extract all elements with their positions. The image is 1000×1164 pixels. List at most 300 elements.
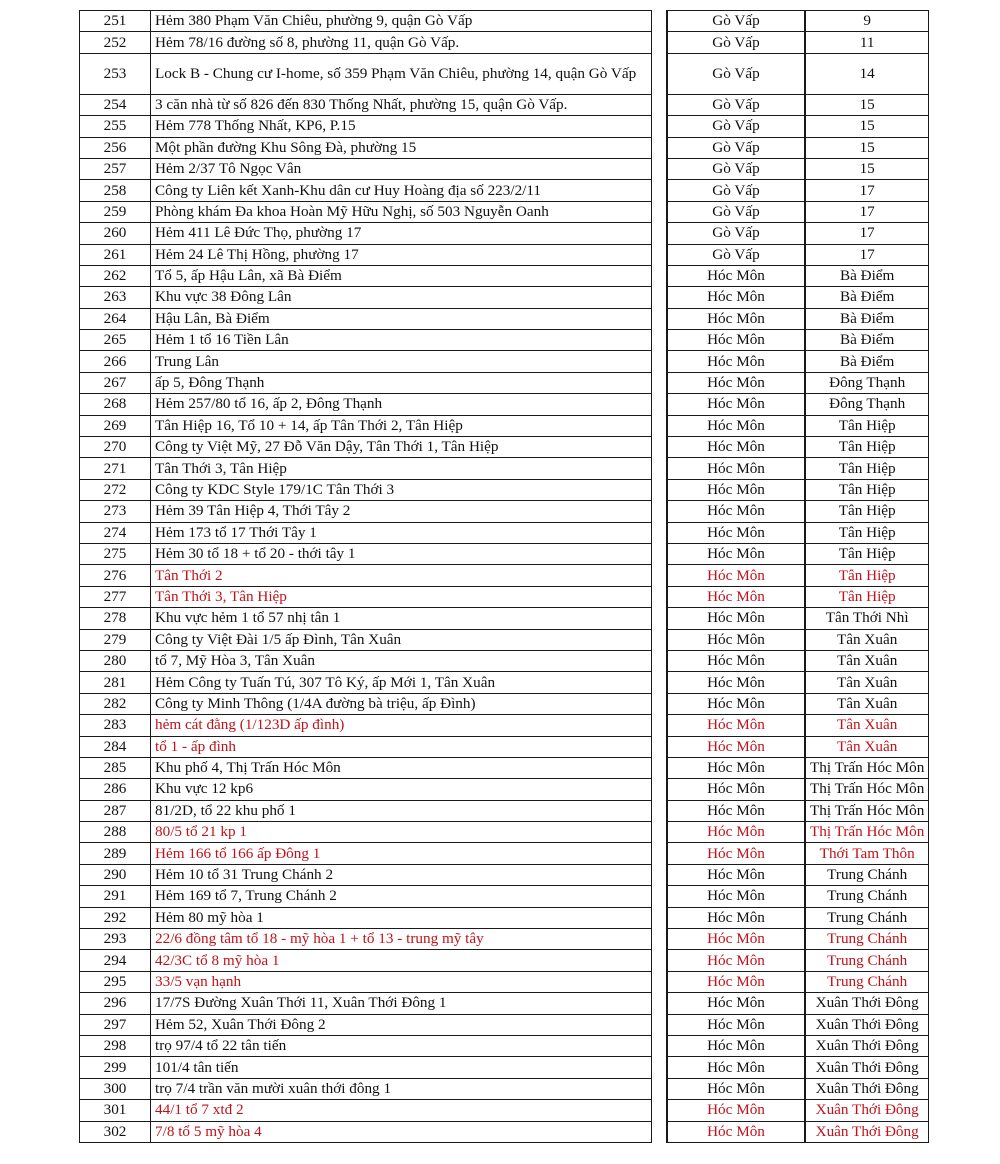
table-row <box>80 158 929 179</box>
table-row <box>80 800 929 821</box>
district-cell: Hóc Môn <box>667 715 805 736</box>
address-cell: Hẻm 52, Xuân Thới Đông 2 <box>151 1014 652 1035</box>
district-cell: Hóc Môn <box>667 800 805 821</box>
district-cell: Hóc Môn <box>667 287 805 308</box>
column-gap <box>652 394 668 415</box>
ward-cell: 17 <box>805 180 929 201</box>
table-row <box>80 1078 929 1099</box>
ward-cell: Trung Chánh <box>805 907 929 928</box>
ward-cell: Trung Chánh <box>805 929 929 950</box>
table-row <box>80 265 929 286</box>
address-cell: Hẻm 2/37 Tô Ngọc Vân <box>151 158 652 179</box>
district-cell: Gò Vấp <box>667 244 805 265</box>
ward-cell: Tân Xuân <box>805 715 929 736</box>
address-cell: hẻm cát đằng (1/123D ấp đình) <box>151 715 652 736</box>
district-cell: Hóc Môn <box>667 822 805 843</box>
document-page <box>79 10 929 1143</box>
column-gap <box>652 629 668 650</box>
column-gap <box>652 287 668 308</box>
ward-cell: Trung Chánh <box>805 886 929 907</box>
address-cell: Hẻm 173 tổ 17 Thới Tây 1 <box>151 522 652 543</box>
ward-cell: 15 <box>805 116 929 137</box>
row-number-cell: 260 <box>80 223 151 244</box>
district-cell: Hóc Môn <box>667 608 805 629</box>
row-number-cell: 261 <box>80 244 151 265</box>
table-row <box>80 201 929 222</box>
row-number-cell: 280 <box>80 650 151 671</box>
ward-cell: Tân Xuân <box>805 672 929 693</box>
address-cell: 44/1 tổ 7 xtđ 2 <box>151 1100 652 1121</box>
district-cell: Hóc Môn <box>667 993 805 1014</box>
column-gap <box>652 372 668 393</box>
ward-cell: Đông Thạnh <box>805 372 929 393</box>
district-cell: Gò Vấp <box>667 201 805 222</box>
address-cell: Hẻm 380 Phạm Văn Chiêu, phường 9, quận Gò Vấp <box>151 11 652 32</box>
district-cell: Hóc Môn <box>667 864 805 885</box>
district-cell: Hóc Môn <box>667 757 805 778</box>
address-cell: Hẻm 78/16 đường số 8, phường 11, quận Gò Vấp. <box>151 32 652 53</box>
ward-cell: Bà Điểm <box>805 265 929 286</box>
district-cell: Hóc Môn <box>667 586 805 607</box>
column-gap <box>652 1057 668 1078</box>
address-cell: Công ty Việt Đài 1/5 ấp Đình, Tân Xuân <box>151 629 652 650</box>
row-number-cell: 269 <box>80 415 151 436</box>
ward-cell: 15 <box>805 94 929 115</box>
row-number-cell: 289 <box>80 843 151 864</box>
table-row <box>80 971 929 992</box>
table-row <box>80 11 929 32</box>
column-gap <box>652 971 668 992</box>
row-number-cell: 302 <box>80 1121 151 1142</box>
ward-cell: Thới Tam Thôn <box>805 843 929 864</box>
address-cell: Khu vực hẻm 1 tổ 57 nhị tân 1 <box>151 608 652 629</box>
district-cell: Hóc Môn <box>667 394 805 415</box>
column-gap <box>652 608 668 629</box>
district-cell: Hóc Môn <box>667 1057 805 1078</box>
district-cell: Hóc Môn <box>667 479 805 500</box>
district-cell: Hóc Môn <box>667 693 805 714</box>
column-gap <box>652 950 668 971</box>
address-cell: Công ty Liên kết Xanh-Khu dân cư Huy Hoàng địa số 223/2/11 <box>151 180 652 201</box>
row-number-cell: 266 <box>80 351 151 372</box>
row-number-cell: 272 <box>80 479 151 500</box>
address-cell: Khu phố 4, Thị Trấn Hóc Môn <box>151 757 652 778</box>
district-cell: Hóc Môn <box>667 779 805 800</box>
address-cell: 42/3C tổ 8 mỹ hòa 1 <box>151 950 652 971</box>
address-table <box>79 10 929 1143</box>
address-cell: Hẻm 778 Thống Nhất, KP6, P.15 <box>151 116 652 137</box>
column-gap <box>652 244 668 265</box>
district-cell: Gò Vấp <box>667 137 805 158</box>
table-row <box>80 415 929 436</box>
table-row <box>80 308 929 329</box>
table-row <box>80 116 929 137</box>
row-number-cell: 273 <box>80 501 151 522</box>
address-cell: Hẻm 257/80 tổ 16, ấp 2, Đông Thạnh <box>151 394 652 415</box>
table-row <box>80 629 929 650</box>
table-row <box>80 1100 929 1121</box>
ward-cell: 17 <box>805 201 929 222</box>
row-number-cell: 264 <box>80 308 151 329</box>
table-row <box>80 907 929 928</box>
district-cell: Hóc Môn <box>667 1121 805 1142</box>
district-cell: Gò Vấp <box>667 180 805 201</box>
table-row <box>80 586 929 607</box>
address-cell: Trung Lân <box>151 351 652 372</box>
district-cell: Hóc Môn <box>667 565 805 586</box>
column-gap <box>652 116 668 137</box>
ward-cell: Xuân Thới Đông <box>805 993 929 1014</box>
address-cell: Hẻm 411 Lê Đức Thọ, phường 17 <box>151 223 652 244</box>
ward-cell: Trung Chánh <box>805 950 929 971</box>
row-number-cell: 256 <box>80 137 151 158</box>
column-gap <box>652 886 668 907</box>
column-gap <box>652 736 668 757</box>
ward-cell: Xuân Thới Đông <box>805 1057 929 1078</box>
row-number-cell: 293 <box>80 929 151 950</box>
address-cell: Hậu Lân, Bà Điểm <box>151 308 652 329</box>
address-cell: tổ 1 - ấp đình <box>151 736 652 757</box>
row-number-cell: 267 <box>80 372 151 393</box>
column-gap <box>652 864 668 885</box>
ward-cell: 14 <box>805 53 929 94</box>
row-number-cell: 295 <box>80 971 151 992</box>
column-gap <box>652 522 668 543</box>
district-cell: Hóc Môn <box>667 308 805 329</box>
column-gap <box>652 993 668 1014</box>
column-gap <box>652 565 668 586</box>
address-cell: Hẻm 24 Lê Thị Hồng, phường 17 <box>151 244 652 265</box>
ward-cell: Thị Trấn Hóc Môn <box>805 800 929 821</box>
row-number-cell: 297 <box>80 1014 151 1035</box>
table-row <box>80 437 929 458</box>
district-cell: Gò Vấp <box>667 11 805 32</box>
address-cell: 22/6 đồng tâm tổ 18 - mỹ hòa 1 + tổ 13 - trung mỹ tây <box>151 929 652 950</box>
table-row <box>80 672 929 693</box>
row-number-cell: 282 <box>80 693 151 714</box>
column-gap <box>652 437 668 458</box>
row-number-cell: 278 <box>80 608 151 629</box>
address-cell: Tổ 5, ấp Hậu Lân, xã Bà Điểm <box>151 265 652 286</box>
column-gap <box>652 907 668 928</box>
column-gap <box>652 201 668 222</box>
column-gap <box>652 415 668 436</box>
column-gap <box>652 757 668 778</box>
column-gap <box>652 501 668 522</box>
column-gap <box>652 53 668 94</box>
district-cell: Gò Vấp <box>667 94 805 115</box>
address-cell: Hẻm 166 tổ 166 ấp Đông 1 <box>151 843 652 864</box>
ward-cell: Bà Điểm <box>805 351 929 372</box>
table-row <box>80 53 929 94</box>
column-gap <box>652 843 668 864</box>
ward-cell: Tân Hiệp <box>805 522 929 543</box>
column-gap <box>652 1014 668 1035</box>
row-number-cell: 255 <box>80 116 151 137</box>
address-cell: Hẻm Công ty Tuấn Tú, 307 Tô Ký, ấp Mới 1, Tân Xuân <box>151 672 652 693</box>
ward-cell: Tân Hiệp <box>805 437 929 458</box>
ward-cell: Tân Hiệp <box>805 479 929 500</box>
address-cell: Lock B - Chung cư I-home, số 359 Phạm Văn Chiêu, phường 14, quận Gò Vấp <box>151 53 652 94</box>
district-cell: Hóc Môn <box>667 501 805 522</box>
row-number-cell: 292 <box>80 907 151 928</box>
table-row <box>80 736 929 757</box>
row-number-cell: 299 <box>80 1057 151 1078</box>
district-cell: Hóc Môn <box>667 672 805 693</box>
district-cell: Hóc Môn <box>667 929 805 950</box>
table-row <box>80 950 929 971</box>
district-cell: Hóc Môn <box>667 522 805 543</box>
row-number-cell: 275 <box>80 543 151 564</box>
address-cell: 81/2D, tổ 22 khu phố 1 <box>151 800 652 821</box>
address-cell: trọ 97/4 tổ 22 tân tiến <box>151 1035 652 1056</box>
row-number-cell: 281 <box>80 672 151 693</box>
district-cell: Hóc Môn <box>667 886 805 907</box>
ward-cell: Xuân Thới Đông <box>805 1100 929 1121</box>
column-gap <box>652 180 668 201</box>
row-number-cell: 291 <box>80 886 151 907</box>
district-cell: Hóc Môn <box>667 543 805 564</box>
district-cell: Gò Vấp <box>667 53 805 94</box>
district-cell: Hóc Môn <box>667 458 805 479</box>
column-gap <box>652 94 668 115</box>
column-gap <box>652 308 668 329</box>
column-gap <box>652 650 668 671</box>
table-row <box>80 565 929 586</box>
district-cell: Hóc Môn <box>667 1078 805 1099</box>
district-cell: Hóc Môn <box>667 351 805 372</box>
ward-cell: Tân Xuân <box>805 629 929 650</box>
district-cell: Gò Vấp <box>667 158 805 179</box>
district-cell: Hóc Môn <box>667 1035 805 1056</box>
ward-cell: Tân Hiệp <box>805 501 929 522</box>
row-number-cell: 287 <box>80 800 151 821</box>
address-cell: Hẻm 10 tổ 31 Trung Chánh 2 <box>151 864 652 885</box>
row-number-cell: 265 <box>80 330 151 351</box>
ward-cell: Xuân Thới Đông <box>805 1078 929 1099</box>
table-row <box>80 1035 929 1056</box>
table-row <box>80 223 929 244</box>
table-row <box>80 351 929 372</box>
table-row <box>80 543 929 564</box>
row-number-cell: 254 <box>80 94 151 115</box>
address-cell: tổ 7, Mỹ Hòa 3, Tân Xuân <box>151 650 652 671</box>
address-table-body <box>80 11 929 1143</box>
address-cell: 33/5 vạn hạnh <box>151 971 652 992</box>
row-number-cell: 298 <box>80 1035 151 1056</box>
address-cell: Hẻm 169 tổ 7, Trung Chánh 2 <box>151 886 652 907</box>
row-number-cell: 279 <box>80 629 151 650</box>
ward-cell: Tân Hiệp <box>805 458 929 479</box>
district-cell: Hóc Môn <box>667 736 805 757</box>
table-row <box>80 608 929 629</box>
table-row <box>80 522 929 543</box>
row-number-cell: 296 <box>80 993 151 1014</box>
address-cell: Công ty Minh Thông (1/4A đường bà triệu, ấp Đình) <box>151 693 652 714</box>
column-gap <box>652 137 668 158</box>
district-cell: Hóc Môn <box>667 629 805 650</box>
address-cell: Tân Hiệp 16, Tổ 10 + 14, ấp Tân Thới 2, Tân Hiệp <box>151 415 652 436</box>
ward-cell: Trung Chánh <box>805 864 929 885</box>
district-cell: Hóc Môn <box>667 330 805 351</box>
table-row <box>80 458 929 479</box>
table-row <box>80 864 929 885</box>
row-number-cell: 253 <box>80 53 151 94</box>
column-gap <box>652 1121 668 1142</box>
ward-cell: 15 <box>805 137 929 158</box>
table-row <box>80 244 929 265</box>
row-number-cell: 276 <box>80 565 151 586</box>
address-cell: Hẻm 30 tổ 18 + tổ 20 - thới tây 1 <box>151 543 652 564</box>
table-row <box>80 501 929 522</box>
address-cell: Khu vực 38 Đông Lân <box>151 287 652 308</box>
ward-cell: Tân Hiệp <box>805 543 929 564</box>
ward-cell: Tân Hiệp <box>805 415 929 436</box>
row-number-cell: 252 <box>80 32 151 53</box>
ward-cell: Xuân Thới Đông <box>805 1014 929 1035</box>
district-cell: Hóc Môn <box>667 1014 805 1035</box>
row-number-cell: 301 <box>80 1100 151 1121</box>
ward-cell: Thị Trấn Hóc Môn <box>805 757 929 778</box>
row-number-cell: 277 <box>80 586 151 607</box>
district-cell: Hóc Môn <box>667 907 805 928</box>
ward-cell: 9 <box>805 11 929 32</box>
column-gap <box>652 458 668 479</box>
column-gap <box>652 929 668 950</box>
table-row <box>80 843 929 864</box>
table-row <box>80 822 929 843</box>
column-gap <box>652 586 668 607</box>
district-cell: Hóc Môn <box>667 1100 805 1121</box>
district-cell: Hóc Môn <box>667 950 805 971</box>
column-gap <box>652 800 668 821</box>
table-row <box>80 757 929 778</box>
column-gap <box>652 543 668 564</box>
table-row <box>80 1014 929 1035</box>
ward-cell: Thị Trấn Hóc Môn <box>805 779 929 800</box>
table-row <box>80 886 929 907</box>
column-gap <box>652 11 668 32</box>
row-number-cell: 258 <box>80 180 151 201</box>
column-gap <box>652 1100 668 1121</box>
table-row <box>80 693 929 714</box>
ward-cell: 17 <box>805 223 929 244</box>
column-gap <box>652 330 668 351</box>
column-gap <box>652 351 668 372</box>
address-cell: Phòng khám Đa khoa Hoàn Mỹ Hữu Nghị, số 503 Nguyễn Oanh <box>151 201 652 222</box>
column-gap <box>652 693 668 714</box>
ward-cell: Tân Xuân <box>805 736 929 757</box>
ward-cell: 15 <box>805 158 929 179</box>
table-row <box>80 779 929 800</box>
table-row <box>80 372 929 393</box>
address-cell: Tân Thới 3, Tân Hiệp <box>151 458 652 479</box>
ward-cell: Bà Điểm <box>805 287 929 308</box>
address-cell: Một phần đường Khu Sông Đà, phường 15 <box>151 137 652 158</box>
row-number-cell: 283 <box>80 715 151 736</box>
address-cell: Khu vực 12 kp6 <box>151 779 652 800</box>
row-number-cell: 285 <box>80 757 151 778</box>
table-row <box>80 180 929 201</box>
table-row <box>80 929 929 950</box>
row-number-cell: 259 <box>80 201 151 222</box>
table-row <box>80 715 929 736</box>
column-gap <box>652 1078 668 1099</box>
table-row <box>80 287 929 308</box>
ward-cell: Tân Xuân <box>805 650 929 671</box>
table-row <box>80 479 929 500</box>
address-cell: Hẻm 39 Tân Hiệp 4, Thới Tây 2 <box>151 501 652 522</box>
ward-cell: Xuân Thới Đông <box>805 1121 929 1142</box>
district-cell: Hóc Môn <box>667 843 805 864</box>
column-gap <box>652 672 668 693</box>
address-cell: 17/7S Đường Xuân Thới 11, Xuân Thới Đông 1 <box>151 993 652 1014</box>
table-row <box>80 94 929 115</box>
address-cell: 7/8 tổ 5 mỹ hòa 4 <box>151 1121 652 1142</box>
column-gap <box>652 265 668 286</box>
table-row <box>80 1121 929 1142</box>
row-number-cell: 284 <box>80 736 151 757</box>
address-cell: Công ty Việt Mỹ, 27 Đỗ Văn Dậy, Tân Thới 1, Tân Hiệp <box>151 437 652 458</box>
ward-cell: Bà Điểm <box>805 330 929 351</box>
column-gap <box>652 779 668 800</box>
ward-cell: Xuân Thới Đông <box>805 1035 929 1056</box>
table-row <box>80 993 929 1014</box>
address-cell: 3 căn nhà từ số 826 đến 830 Thống Nhất, phường 15, quận Gò Vấp. <box>151 94 652 115</box>
ward-cell: Tân Hiệp <box>805 586 929 607</box>
table-row <box>80 1057 929 1078</box>
address-cell: 80/5 tổ 21 kp 1 <box>151 822 652 843</box>
ward-cell: Tân Thới Nhì <box>805 608 929 629</box>
ward-cell: Trung Chánh <box>805 971 929 992</box>
district-cell: Hóc Môn <box>667 971 805 992</box>
table-row <box>80 32 929 53</box>
row-number-cell: 290 <box>80 864 151 885</box>
district-cell: Hóc Môn <box>667 372 805 393</box>
table-row <box>80 137 929 158</box>
address-cell: trọ 7/4 trần văn mười xuân thới đông 1 <box>151 1078 652 1099</box>
address-cell: 101/4 tân tiến <box>151 1057 652 1078</box>
district-cell: Gò Vấp <box>667 32 805 53</box>
ward-cell: Thị Trấn Hóc Môn <box>805 822 929 843</box>
ward-cell: Đông Thạnh <box>805 394 929 415</box>
column-gap <box>652 1035 668 1056</box>
address-cell: Tân Thới 2 <box>151 565 652 586</box>
row-number-cell: 294 <box>80 950 151 971</box>
ward-cell: Tân Xuân <box>805 693 929 714</box>
column-gap <box>652 822 668 843</box>
ward-cell: 17 <box>805 244 929 265</box>
table-row <box>80 394 929 415</box>
row-number-cell: 270 <box>80 437 151 458</box>
row-number-cell: 271 <box>80 458 151 479</box>
address-cell: Hẻm 80 mỹ hòa 1 <box>151 907 652 928</box>
district-cell: Hóc Môn <box>667 437 805 458</box>
district-cell: Hóc Môn <box>667 415 805 436</box>
column-gap <box>652 158 668 179</box>
row-number-cell: 274 <box>80 522 151 543</box>
row-number-cell: 300 <box>80 1078 151 1099</box>
row-number-cell: 262 <box>80 265 151 286</box>
column-gap <box>652 715 668 736</box>
row-number-cell: 288 <box>80 822 151 843</box>
column-gap <box>652 223 668 244</box>
ward-cell: Bà Điểm <box>805 308 929 329</box>
column-gap <box>652 479 668 500</box>
table-row <box>80 650 929 671</box>
row-number-cell: 257 <box>80 158 151 179</box>
ward-cell: 11 <box>805 32 929 53</box>
